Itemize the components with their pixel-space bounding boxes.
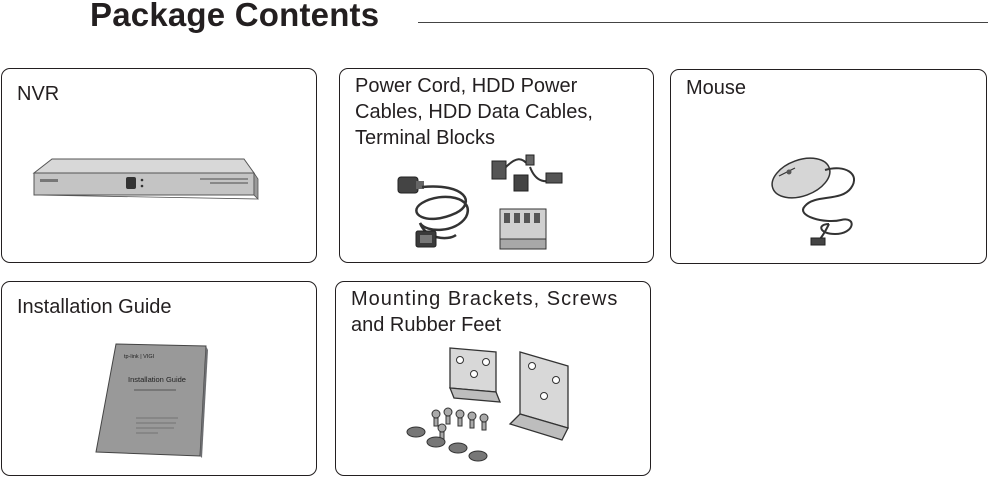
cables-illustration: [396, 153, 576, 257]
item-card-mouse: [670, 69, 987, 264]
item-card-cables: [339, 68, 654, 263]
item-label-nvr: NVR: [17, 83, 60, 105]
guide-cover-title: Installation Guide: [128, 375, 186, 384]
item-label-mouse: Mouse: [686, 77, 747, 99]
item-card-guide: [1, 281, 317, 476]
guide-illustration: [88, 340, 214, 466]
item-card-nvr: [1, 68, 317, 263]
brackets-illustration: [402, 344, 584, 466]
item-label-brackets-line1: Mounting Brackets, Screws: [351, 288, 619, 310]
item-label-cables-line1: Power Cord, HDD Power: [355, 75, 578, 97]
item-label-guide: Installation Guide: [17, 296, 172, 318]
section-title: Package Contents: [90, 0, 380, 33]
nvr-illustration: [30, 157, 262, 207]
mouse-illustration: [765, 154, 869, 248]
item-label-cables-line2: Cables, HDD Data Cables,: [355, 101, 593, 123]
item-label-cables-line3: Terminal Blocks: [355, 127, 496, 149]
guide-brand-text: tp-link | VIGI: [124, 354, 155, 360]
item-card-brackets: [335, 281, 651, 476]
item-label-brackets-line2: and Rubber Feet: [351, 314, 502, 336]
title-divider: [418, 22, 988, 23]
